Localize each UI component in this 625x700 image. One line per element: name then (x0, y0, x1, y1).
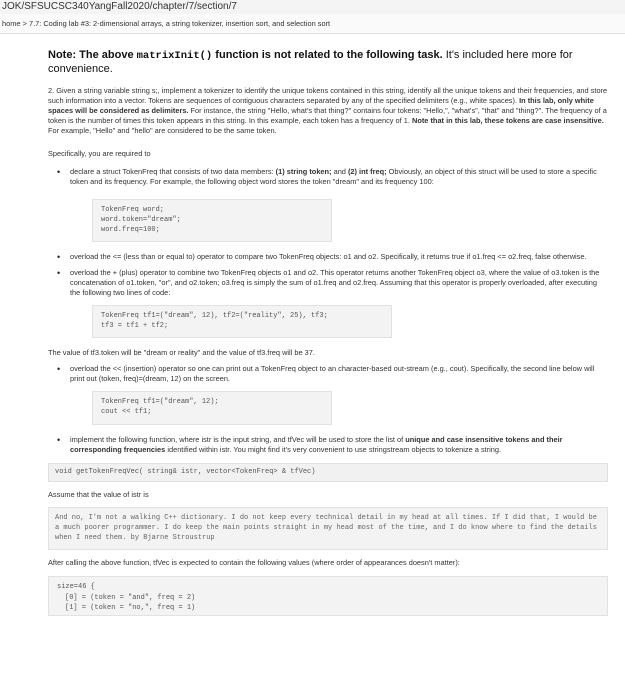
code-line: [0] = (token = "and", freq = 2) (65, 593, 196, 602)
url-text: JOK/SFSUCSC340YangFall2020/chapter/7/section/7 (2, 1, 237, 12)
problem-text-end: For example, "Hello" and "hello" are considered to be the same token. (48, 125, 277, 135)
code-line: tf3 = tf1 + tf2; (101, 322, 169, 331)
note-suffix: function is not related to the following task. (212, 49, 443, 61)
req-function-bold: unique and case insensitive tokens and their corresponding frequencies (70, 434, 563, 454)
requirement-insertion-operator: • overload the << (insertion) operator so one can print out a TokenFreq object to an character-based out-stream (e.g., cout). Specifically, the second line below will print out (token, freq)=(dream, 12) on the screen. (48, 364, 608, 384)
req-struct-text: declare a struct TokenFreq that consists of two data members: (70, 166, 274, 176)
req-function-text-2: identified within istr. You might find it's very convenient to use stringstream objects to tokenize a string. (165, 444, 502, 454)
req-struct-text-3: Obviously, an object of this struct will be used to store a specific token and its frequency. For example, the following object word stores the token "dream" and its frequency 100: (70, 166, 597, 186)
browser-url-bar[interactable] (0, 0, 625, 14)
code-line: TokenFreq tf1=("dream", 12), tf2=("reality", 25), tf3; (101, 312, 328, 321)
note-function-code: matrixInit() (136, 50, 213, 62)
code-line: TokenFreq word; (101, 205, 165, 214)
code-word-example (92, 199, 332, 242)
section-content (28, 36, 618, 616)
tf3-value-text: The value of tf3.token will be "dream or reality" and the value of tf3.freq will be 37. (48, 348, 315, 358)
problem-description (48, 86, 608, 136)
req-struct-text-2: and (331, 166, 346, 176)
problem-text-bold: In this lab, only white spaces will be considered as delimiters. (48, 95, 594, 115)
after-call-text: After calling the above function, tfVec is expected to contain the following values (where order of appearances doesn't matter): (48, 558, 460, 568)
code-line: size=46 { (57, 583, 95, 592)
req-struct-bold-1: (1) string token; (273, 166, 332, 176)
assume-text: Assume that the value of istr is (48, 490, 149, 500)
requirements-list-4 (48, 435, 608, 455)
note-prefix: Note: The above (48, 49, 137, 61)
breadcrumb-current: 7.7: Coding lab #3: 2-dimensional arrays, a string tokenizer, insertion sort, and selection sort (28, 19, 331, 28)
requirement-lte-operator: • overload the <= (less than or equal to) operator to compare two TokenFreq objects: o1 and o2. Specifically, it returns true if o1.freq <= o2.freq, false otherwise. (48, 252, 608, 262)
code-plus-example (92, 305, 392, 338)
code-line: TokenFreq tf1=("dream", 12); (101, 398, 219, 407)
requirement-struct (48, 167, 608, 187)
code-line: word.freq=100; (101, 226, 160, 235)
requirements-list (48, 167, 608, 187)
code-line: cout << tf1; (101, 408, 152, 417)
requirement-plus-operator: • overload the + (plus) operator to combine two TokenFreq objects o1 and o2. This operator returns another TokenFreq object o3, where the value of o3.token is the concatenation of o1.token, "or", and o2.token; o3.freq is simply the sum of o1.freq and o2.freq. Assuming that this operator is properly overloaded, after executing the following two lines of code: (48, 268, 608, 298)
note-heading (28, 36, 618, 77)
note-extra: It's included here more for convenience. (48, 49, 573, 76)
code-line: word.token="dream"; (101, 215, 181, 224)
requirement-function (48, 435, 608, 455)
requirements-list-2 (48, 252, 608, 298)
function-signature: void getTokenFreqVec( string& istr, vector<TokenFreq> & tfVec) (48, 463, 608, 482)
breadcrumb (0, 14, 625, 34)
breadcrumb-separator: > (22, 19, 27, 28)
req-struct-bold-2: (2) int freq; (345, 166, 387, 176)
code-print-example (92, 391, 332, 424)
tfvec-result-box (48, 576, 608, 616)
problem-text-cont: For instance, the string "Hello, what's that thing?" contains four tokens: "Hello,", "what's", "that" and "thing?". The frequency of a token is the number of times this token appears in this string. In this example, each token has a frequency of 1. (48, 105, 607, 125)
istr-value-box: And no, I'm not a walking C++ dictionary. I do not keep every technical detail in my head at all times. If I did that, I would be a much poorer programmer. I do keep the main points straight in my head most of the time, and I do know where to find the details when I need them. by Bjarne Stroustrup (48, 507, 608, 550)
specifically-text: Specifically, you are required to (48, 148, 151, 158)
breadcrumb-home-link[interactable]: home (2, 19, 21, 28)
requirements-list-3 (48, 364, 608, 384)
problem-text: 2. Given a string variable string s;, implement a tokenizer to identify the unique tokens contained in this string, identify all the unique tokens and their frequencies, and store such information into a vector. Tokens are sequences of contiguous characters separated by any of the specified delimiters (e.g., white spaces). (48, 85, 608, 105)
problem-text-bold-2: Note that in this lab, these tokens are case insensitive. (409, 115, 604, 125)
req-function-text: implement the following function, where istr is the input string, and tfVec will be used to store the list of (70, 434, 404, 444)
code-line: [1] = (token = "no,", freq = 1) (65, 603, 196, 612)
